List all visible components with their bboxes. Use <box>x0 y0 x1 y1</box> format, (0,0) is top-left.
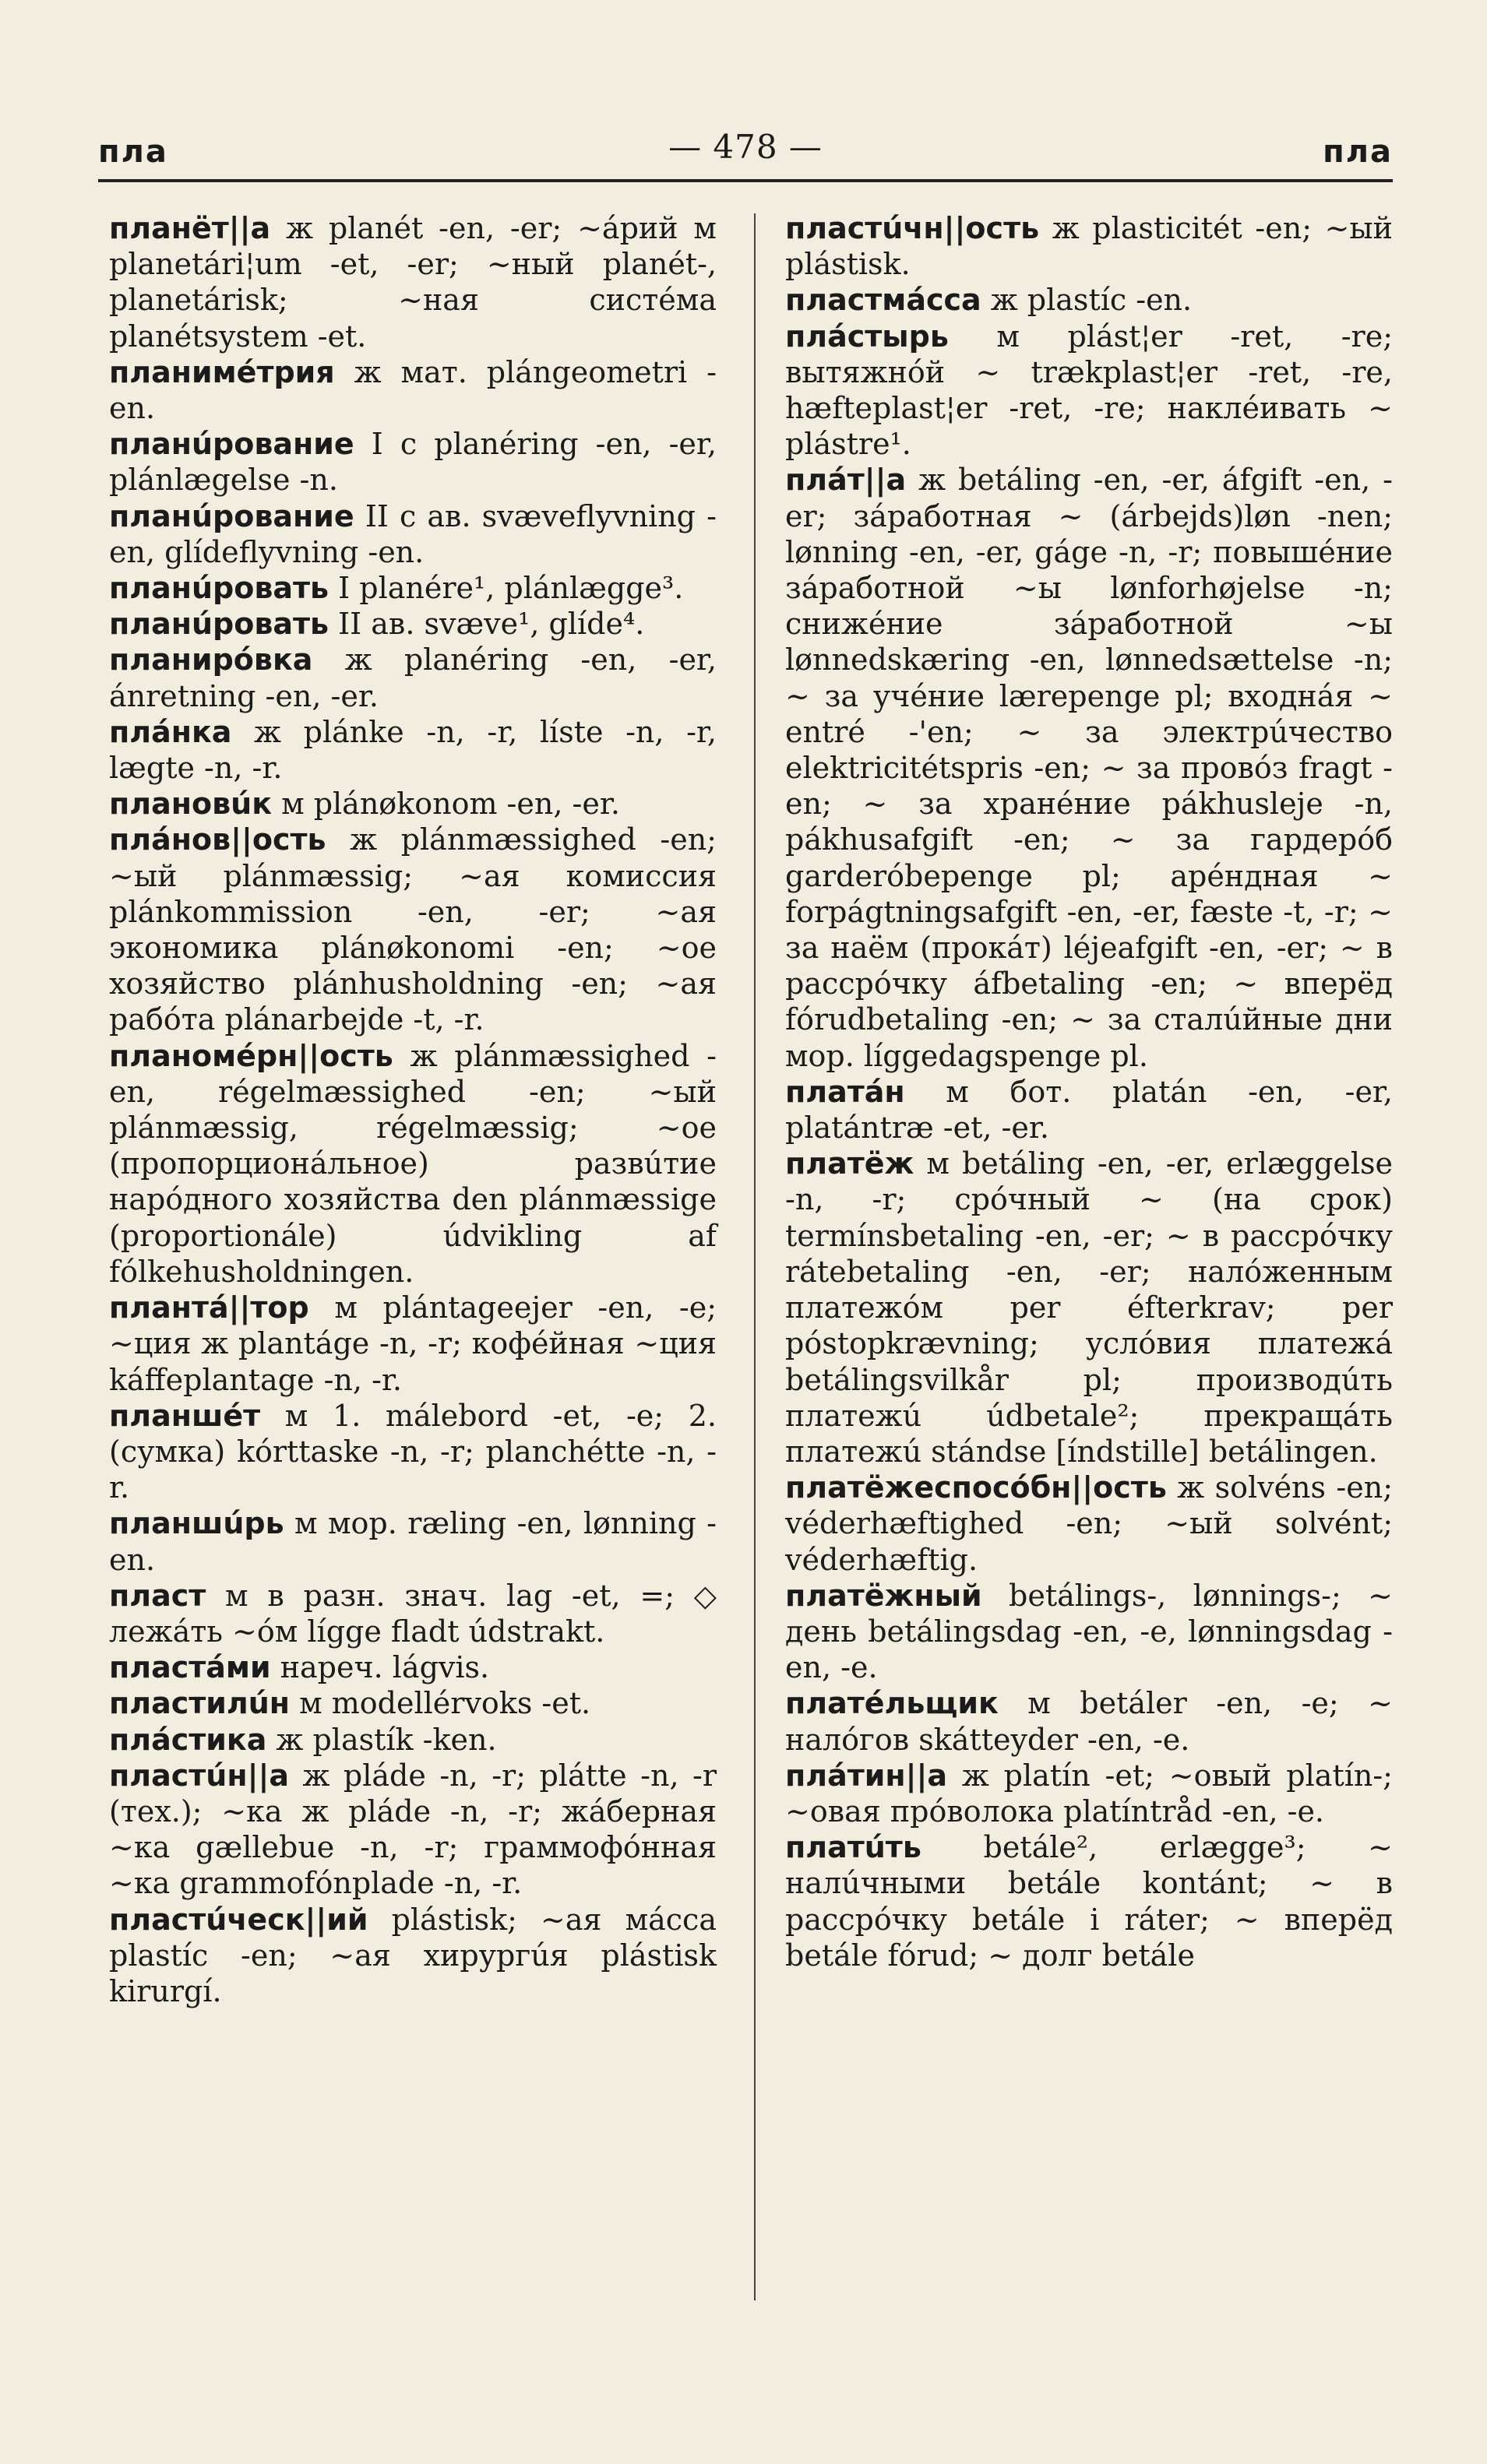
entry-headword: платёж <box>785 1146 914 1181</box>
entry-headword: планúровать <box>109 571 329 606</box>
entry-definition: II ав. svæve¹, glíde⁴. <box>329 607 645 642</box>
right-column <box>785 210 1393 1973</box>
entry-headword: плáнов||ость <box>109 822 326 857</box>
entry-headword: пластúчн||ость <box>785 211 1040 245</box>
entry-headword: плантá||тор <box>109 1290 309 1325</box>
entry-definition: ж betáling -en, -er, áfgift -en, -er; зáработная ~ (árbejds)løn -nen; lønning -en, -er, gáge -n, -r; повышéние зáработной ~ы lønforhøjelse -n; снижéние зáработной ~ы lønnedskæring -en, lønnedsættelse -n; ~ за учéние lærepenge pl; входнáя ~ entré -'en; ~ за электрúчество elektricitétspris -en; ~ за провóз fragt -en; ~ за хранéние pákhusleje -n, pákhusafgift -en; ~ за гардерóб garderóbepenge pl; арéндная ~ forpágtningsafgift -en, -er, fæste -t, -r; ~ за наём (прокáт) léjeafgift -en, -er; ~ в рассрóчку áfbetaling -en; ~ вперёд fórudbetaling -en; ~ за сталúйные дни мор. líggedagspenge pl. <box>785 463 1393 1073</box>
columns <box>109 210 1394 2414</box>
entry-definition: м 1. málebord -et, -e; 2. (сумка) kórttaske -n, -r; planchétte -n, -r. <box>109 1398 717 1505</box>
dictionary-entry <box>785 1685 1393 1757</box>
entry-definition: betálings-, lønnings-; ~ день betálingsdag -en, -e, lønningsdag -en, -e. <box>785 1578 1393 1685</box>
dictionary-entry <box>109 498 717 570</box>
entry-definition: м в разн. знач. lag -et, =; ◇ лежáть ~óм lígge fladt údstrakt. <box>109 1578 717 1649</box>
entry-headword: платéльщик <box>785 1686 999 1721</box>
entry-headword: платёжный <box>785 1578 982 1613</box>
dictionary-entry <box>109 786 717 822</box>
dictionary-entry <box>109 642 717 713</box>
dictionary-entry <box>785 1074 1393 1146</box>
column-divider <box>754 213 756 2300</box>
dictionary-entry <box>109 210 717 354</box>
entry-headword: плановúк <box>109 787 272 822</box>
entry-headword: планúрование <box>109 427 354 462</box>
entry-headword: планúровать <box>109 607 329 642</box>
entry-headword: плáнка <box>109 714 232 749</box>
dictionary-entry <box>785 1758 1393 1829</box>
running-header <box>98 125 1393 182</box>
entry-headword: плáстика <box>109 1722 267 1757</box>
dictionary-entry <box>109 354 717 426</box>
entry-definition: plástisk; ~ая мáсса plastíc -en; ~ая хирургúя plástisk kirurgí. <box>109 1902 717 2008</box>
entry-definition: ж platín -et; ~овый platín-; ~овая прóволока platíntråd -en, -e. <box>785 1758 1393 1829</box>
dictionary-entry <box>109 426 717 498</box>
dictionary-entry <box>109 1290 717 1398</box>
entry-headword: планúрование <box>109 498 354 533</box>
entry-headword: пластúческ||ий <box>109 1902 368 1937</box>
entry-definition: ж solvéns -en; véderhæftighed -en; ~ый solvént; véderhæftig. <box>785 1470 1393 1577</box>
entry-headword: пластилúн <box>109 1686 291 1721</box>
dictionary-entry <box>785 462 1393 1073</box>
entry-definition: II с ав. svæveflyvning -en, glídeflyvning -en. <box>109 498 717 569</box>
dictionary-entry <box>109 822 717 1037</box>
entry-definition: м betáling -en, -er, erlæggelse -n, -r; срóчный ~ (на срок) termínsbetaling -en, -er; ~ в рассрóчку rátebetaling -en, -er; налóженным платежóм per éfterkrav; per póstopkrævning; услóвия платежá betálingsvilkår pl; производúть платежú údbetale²; прекращáть платежú stándse [índstille] betálingen. <box>785 1146 1393 1469</box>
dictionary-entry <box>109 1398 717 1506</box>
dictionary-entry <box>109 606 717 642</box>
dictionary-entry <box>109 1649 717 1685</box>
left-column <box>109 210 717 2009</box>
dictionary-entry <box>109 1902 717 2010</box>
entry-headword: плáстырь <box>785 319 949 354</box>
entry-headword: платёжеспосóбн||ость <box>785 1470 1167 1505</box>
entry-definition: ж planéring -en, -er, ánretning -en, -er. <box>109 642 717 713</box>
entry-headword: платáн <box>785 1074 905 1109</box>
entry-definition: м plántageejer -en, -e; ~ция ж plantáge -n, -r; кофéйная ~ция káffeplantage -n, -r. <box>109 1290 717 1397</box>
entry-definition: betále², erlægge³; ~ налúчными betále kontánt; ~ в рассрóчку betále i ráter; ~ вперёд betále fórud; ~ долг betále <box>785 1830 1393 1973</box>
entry-definition: ж мат. plángeometri -en. <box>109 354 717 426</box>
entry-headword: плáтин||а <box>785 1758 948 1793</box>
dictionary-entry <box>109 1578 717 1649</box>
dictionary-entry <box>109 570 717 606</box>
entry-definition: ж plánmæssighed -en; ~ый plánmæssig; ~ая комиссия plánkommission -en, -er; ~ая экономика plánøkonomi -en; ~ое хозяйство plánhusholdning -en; ~ая рабóта plánarbejde -t, -r. <box>109 822 717 1037</box>
dictionary-entry <box>785 1829 1393 1973</box>
entry-headword: платúть <box>785 1830 921 1865</box>
entry-definition: м plánøkonom -en, -er. <box>271 787 620 822</box>
entry-headword: планшéт <box>109 1398 261 1433</box>
entry-definition: ж plánke -n, -r, líste -n, -r, lægte -n, -r. <box>109 714 717 786</box>
dictionary-entry <box>109 1038 717 1290</box>
entry-headword: пластúн||а <box>109 1758 289 1793</box>
entry-definition: ж plánmæssighed -en, régelmæssighed -en; ~ый plánmæssig, régelmæssig; ~ое (пропорционáльное) развúтие нарóдного хозяйства den plánmæssige (proportionále) údvikling af fólkehusholdningen. <box>109 1038 717 1289</box>
dictionary-entry <box>109 714 717 786</box>
entry-definition: I с planéring -en, -er, plánlægelse -n. <box>109 427 717 498</box>
entry-definition: нареч. lágvis. <box>270 1650 490 1685</box>
entry-headword: плáт||а <box>785 463 907 498</box>
entry-headword: планшúрь <box>109 1506 284 1541</box>
dictionary-entry <box>109 1505 717 1577</box>
entry-headword: пластáми <box>109 1650 271 1685</box>
entry-headword: планомéрн||ость <box>109 1038 393 1073</box>
header-left-guide-word: пла <box>98 134 168 170</box>
entry-headword: пластмáсса <box>785 283 981 318</box>
dictionary-entry <box>109 1685 717 1721</box>
entry-definition: м бот. platán -en, -er, platántræ -et, -er. <box>785 1074 1393 1146</box>
entry-definition: м modellérvoks -et. <box>290 1686 591 1721</box>
entry-definition: ж pláde -n, -r; plátte -n, -r (тех.); ~ка ж pláde -n, -r; жáберная ~ка gællebue -n, -r; граммофóнная ~ка grammofónplade -n, -r. <box>109 1758 717 1901</box>
entry-definition: ж plasticitét -en; ~ый plástisk. <box>785 211 1393 282</box>
dictionary-entry <box>785 319 1393 463</box>
dictionary-entry <box>109 1722 717 1758</box>
entry-headword: планёт||а <box>109 211 271 245</box>
entry-definition: м plást¦er -ret, -re; вытяжнóй ~ trækplast¦er -ret, -re, hæfteplast¦er -ret, -re; наклéивать ~ plástre¹. <box>785 319 1393 462</box>
header-right-guide-word: пла <box>1323 134 1393 170</box>
page-number: — 478 — <box>668 128 823 166</box>
entry-definition: м betáler -en, -e; ~ налóгов skátteyder -en, -e. <box>785 1686 1393 1757</box>
entry-definition: ж plastík -ken. <box>266 1722 497 1757</box>
entry-definition: ж plastíc -en. <box>981 283 1193 318</box>
entry-headword: планирóвка <box>109 642 313 678</box>
entry-headword: пласт <box>109 1578 206 1613</box>
dictionary-entry <box>785 1578 1393 1686</box>
dictionary-entry <box>785 282 1393 318</box>
entry-definition: I planére¹, plánlægge³. <box>329 571 684 606</box>
entry-definition: м мор. ræling -en, lønning -en. <box>109 1506 717 1577</box>
entry-definition: ж planét -en, -er; ~áрий м planetári¦um -et, -er; ~ный planét-, planetárisk; ~ная систéма planétsystem -et. <box>109 211 717 354</box>
dictionary-entry <box>785 1470 1393 1578</box>
dictionary-entry <box>785 210 1393 282</box>
dictionary-entry <box>109 1758 717 1902</box>
entry-headword: планимéтрия <box>109 354 335 389</box>
dictionary-entry <box>785 1146 1393 1470</box>
